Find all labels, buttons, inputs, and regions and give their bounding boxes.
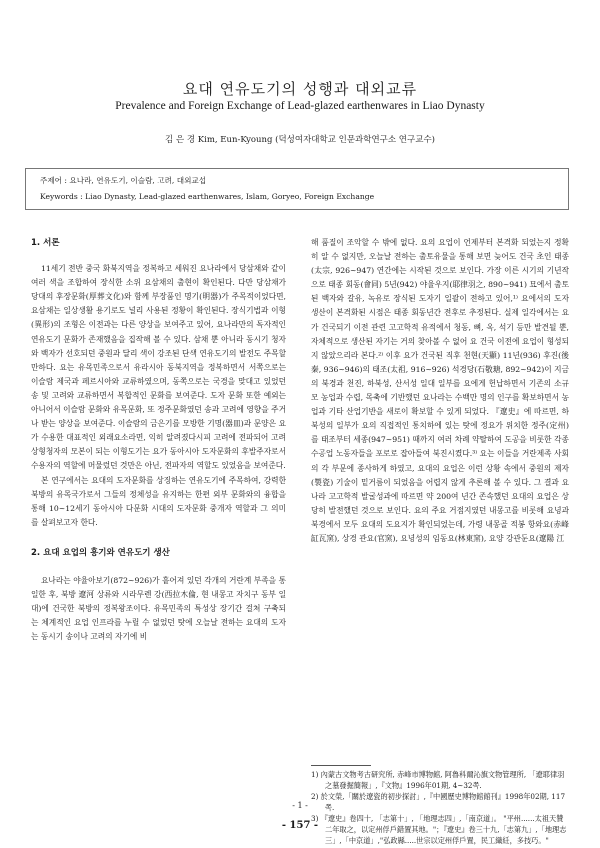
- footnote-3: 3) 『遼史』卷四十, 「志第十」, 「地理志四」,「南京道」。 "平州......太祖天贊二年取之，以定州俘戶錯置其地。"；『遼史』卷三十九,「志第九」,「地理志三」,「中京道」,"弘政縣.....世宗以定州俘戶置，民工織紝，多技巧。": [311, 814, 567, 845]
- author-line: 김 은 경 Kim, Eun-Kyoung (덕성여자대학교 인문과학연구소 연구교수): [165, 135, 435, 145]
- section-heading-intro: 1. 서론: [31, 238, 60, 248]
- footnote-2: 2) 於文榮,「關於遼瓷的初步探討」,『中國歷史博物館館刊』1998年02期, 117쪽.: [311, 792, 566, 812]
- keyword-box: [25, 168, 569, 210]
- keywords-korean: 주제어 : 요나라, 연유도기, 이슬람, 고려, 대외교섭: [40, 176, 207, 185]
- page-number-journal: - 157 -: [281, 820, 319, 831]
- page-number-local: - 1 -: [292, 801, 308, 810]
- intro-paragraph-1: 11세기 전반 중국 화북지역을 정복하고 세워진 요나라에서 당삼채와 같이 여러 색을 조합하여 장식한 소위 요삼채의 출현이 확인된다. 다만 당삼채가 당대의 후장문화(厚葬文化)와 함께 부장품인 명기(明器)가 주목적이었다면, 요삼채는 일상생활 용기로도 널리 사용된 정황이 확인된다. 장식기법과 이형(異形)의 조형은 이전과는 다른 양상을 보여주고 있어, 요나라만의 독자적인 연유도기 문화가 존재했음을 집작해 볼 수 있다. 삼채 뿐 아니라 동시기 청자와 백자가 선호되던 중원과 달리 색이 강조된 단색 연유도기의 발전도 주목할 만하다. 요는 유목민족으로서 유라시아 동북지역을 정복하면서 서쪽으로는 이슬람 제국과 페르시아와 교류하였으며, 동쪽으로는 국경을 맞대고 있었던 송 및 고려와 교류하면서 복합적인 문화를 보여준다. 도자 문화 또한 예외는 아니어서 이슬람 문화와 유목문화, 또 정주문화였던 송과 고려에 영향을 주거나 받는 양상을 보여준다. 이슬람의 금은기를 모방한 기명(器皿)과 문양은 요가 수용한 대표적인 외래요소라면, 익히 알려졌다시피 고려에 전파되어 고려 상형청자의 모본이 되는 이형도기는 요가 동아시아 도자문화의 후발주자로서 수용자의 역할에 머물렀던 것만은 아닌, 전파자의 역할도 있었음을 보여준다.: [31, 264, 286, 471]
- keywords-english: Keywords : Liao Dynasty, Lead-glazed earthenwares, Islam, Goryeo, Foreign Exchange: [40, 192, 375, 201]
- section-2-paragraph-1: 요나라는 야율아보기(872~926)가 흩어져 있던 각개의 거란계 부족을 통일한 후, 북방 遼河 상류와 시라무렌 강(西拉木倫, 현 내몽고 자치구 동부 일대)에 건국한 북방의 정복왕조이다. 유목민족의 특성상 장기간 걸쳐 구축되는 체계적인 요업 인프라를 누릴 수 없었던 탓에 오늘날 전하는 요대의 도자는 동시기 송이나 고려의 자기에 비: [31, 575, 286, 642]
- right-column: [311, 236, 569, 546]
- footnote-divider: [311, 765, 371, 766]
- section-heading-2: 2. 요대 요업의 흥기와 연유도기 생산: [31, 547, 170, 558]
- paper-subtitle: Prevalence and Foreign Exchange of Lead-glazed earthenwares in Liao Dynasty: [115, 100, 485, 112]
- left-column: [31, 236, 286, 644]
- right-paragraph-1: 해 품질이 조악할 수 밖에 없다. 요의 요업이 언제부터 본격화 되었는지 정확히 알 수 없지만, 오늘날 전하는 출토유물을 통해 보면 늦어도 건국 초인 태종(太宗, 926~947) 연간에는 시작된 것으로 보인다. 가장 이른 시기의 기년작으로 태종 회동(會同) 5년(942) 야율우지(耶律羽之, 890~941) 묘에서 출토된 백자와 갈유, 녹유로 장식된 도자기 일괄이 전하고 있어,¹⁾ 요에서의 도자 생산이 본격화된 시점은 태종 회동년간 전후로 추정된다. 실제 일각에서는 요가 건국되기 이전 관련 고고학적 유적에서 청동, 뼈, 옥, 석기 등만 발견될 뿐, 자체적으로 생산된 자기는 거의 찾아볼 수 없어 요 건국 이전에 요업이 형성되지 않았으리라 본다.²⁾ 이후 요가 건국된 직후 천현(天顯) 11년(936) 후진(後秦, 936~946)의 태조(太祖, 916~926) 석경당(石敬瑭, 892~942)이 지금의 북경과 천진, 하북성, 산서성 일대 일부를 요에게 헌납하면서 기존의 소규모 농업과 수렵, 목축에 기반했던 요나라는 수백만 명의 인구를 확보하면서 농업과 기타 산업기반을 새로이 확보할 수 있게 되었다. 『遼史』에 따르면, 하북성의 일부가 요의 직접적인 통치하에 있는 탓에 정요가 위치한 정주(定州)를 태조부터 세종(947~951) 때까지 여러 차례 약탈하여 도공을 비롯한 각종 수공업 노동자들을 포로로 잡아들여 북진시켰다.³⁾ 요는 이들을 거란제족 사회의 각 부문에 종사하게 하였고, 요대의 요업은 이런 상황 속에서 중원의 제자(製瓷) 기술이 밑거름이 되었음을 어렵지 않게 추론해 볼 수 있다. 그 결과 요나라 고고학적 발굴성과에 따르면 약 200여 년간 존속했던 요대의 요업은 상당히 발전했던 것으로 보인다. 요의 주요 거점지였던 내몽고를 비롯해 요녕과 북경에서 모두 요대의 도요지가 확인되었는데, 가령 내몽골 적봉 항와요(赤峰 缸瓦窯), 상경 관요(官窯), 요녕성의 임동요(林東窯), 요양 강관둔요(遼陽 江: [311, 238, 569, 543]
- paper-title: 요대 연유도기의 성행과 대외교류: [182, 80, 418, 98]
- footnote-1: 1) 內蒙古文物考古研究所, 赤峰市博物館, 阿魯科爾沁旗文物管理所, 「遼耶律羽之墓發掘簡報」,『文物』1996年01期, 4~32쪽.: [311, 770, 565, 790]
- intro-paragraph-2: 본 연구에서는 요대의 도자문화를 상징하는 연유도기에 주목하여, 강력한 북방의 유목국가로서 그들의 정체성을 유지하는 한편 외부 문화와의 융합을 통해 10~12세기 동아시아 다문화 시대의 도자문화 중개자 역할과 그 의미를 살펴보고자 한다.: [31, 475, 286, 527]
